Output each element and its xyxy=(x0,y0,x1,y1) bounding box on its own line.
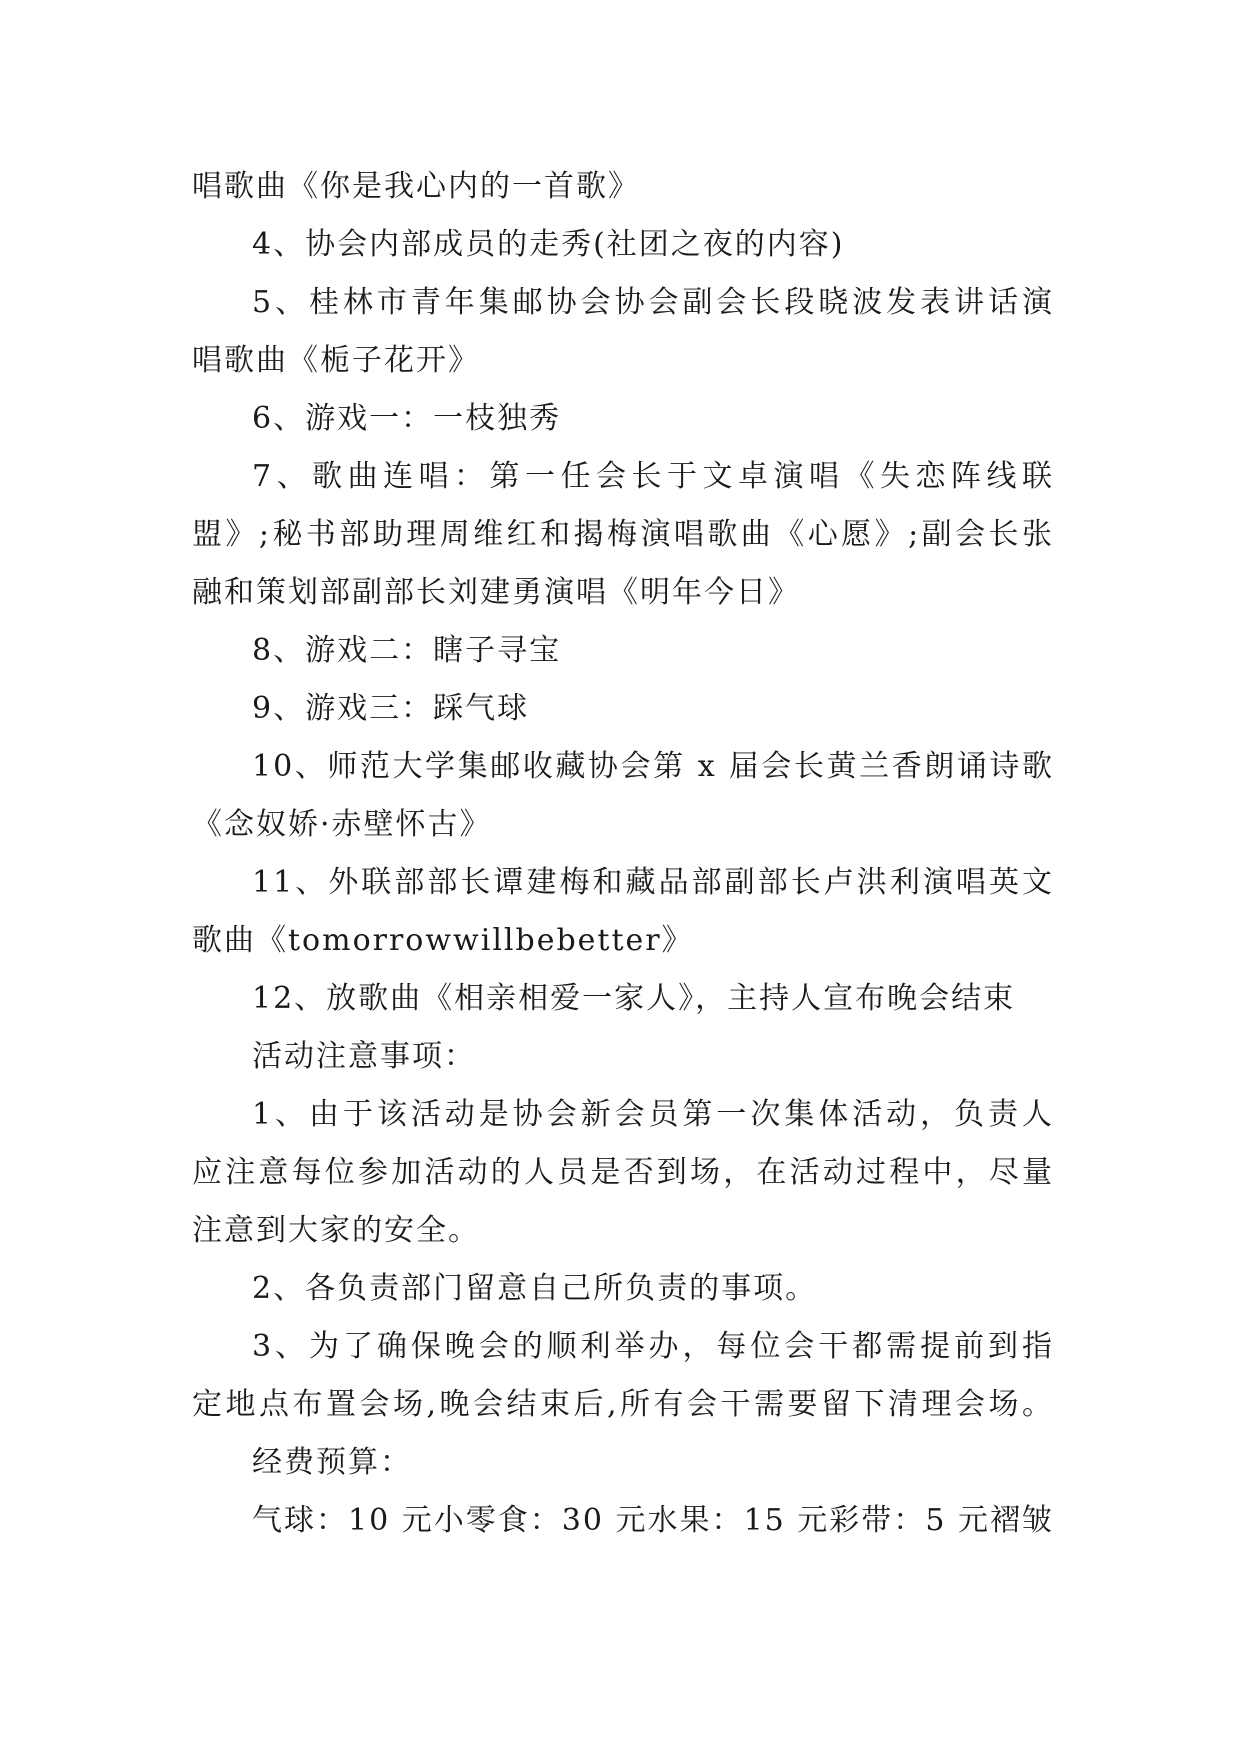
text-line: 5、桂林市青年集邮协会协会副会长段晓波发表讲话演 xyxy=(252,285,1054,320)
text-line: 唱歌曲《栀子花开》 xyxy=(192,343,480,378)
text-line: 活动注意事项： xyxy=(252,1039,476,1074)
text-line: 应注意每位参加活动的人员是否到场，在活动过程中，尽量 xyxy=(192,1155,1054,1190)
text-line: 4、协会内部成员的走秀(社团之夜的内容) xyxy=(252,227,845,262)
text-line: 2、各负责部门留意自己所负责的事项。 xyxy=(252,1271,818,1306)
text-line: 经费预算： xyxy=(252,1445,412,1480)
text-line: 9、游戏三：踩气球 xyxy=(252,691,530,726)
document-body xyxy=(192,158,1054,1550)
text-line: 唱歌曲《你是我心内的一首歌》 xyxy=(192,169,640,204)
text-line: 7、歌曲连唱：第一任会长于文卓演唱《失恋阵线联 xyxy=(252,459,1054,494)
text-line: 1、由于该活动是协会新会员第一次集体活动，负责人 xyxy=(252,1097,1054,1132)
text-line: 融和策划部副部长刘建勇演唱《明年今日》 xyxy=(192,575,800,610)
text-line: 10、师范大学集邮收藏协会第 x 届会长黄兰香朗诵诗歌 xyxy=(252,749,1054,784)
text-line: 盟》;秘书部助理周维红和揭梅演唱歌曲《心愿》;副会长张 xyxy=(192,517,1054,552)
text-line: 11、外联部部长谭建梅和藏品部副部长卢洪利演唱英文 xyxy=(252,865,1054,900)
text-line: 注意到大家的安全。 xyxy=(192,1213,480,1248)
text-line: 歌曲《tomorrowwillbebetter》 xyxy=(192,923,694,958)
text-line: 3、为了确保晚会的顺利举办，每位会干都需提前到指 xyxy=(252,1329,1054,1364)
text-line: 8、游戏二：瞎子寻宝 xyxy=(252,633,562,668)
text-line: 6、游戏一：一枝独秀 xyxy=(252,401,562,436)
text-line: 定地点布置会场,晚会结束后,所有会干需要留下清理会场。 xyxy=(192,1387,1054,1422)
text-line: 12、放歌曲《相亲相爱一家人》，主持人宣布晚会结束 xyxy=(252,981,1016,1016)
text-line: 《念奴娇·赤壁怀古》 xyxy=(192,807,492,842)
text-line: 气球：10 元小零食：30 元水果：15 元彩带：5 元褶皱 xyxy=(252,1503,1054,1538)
